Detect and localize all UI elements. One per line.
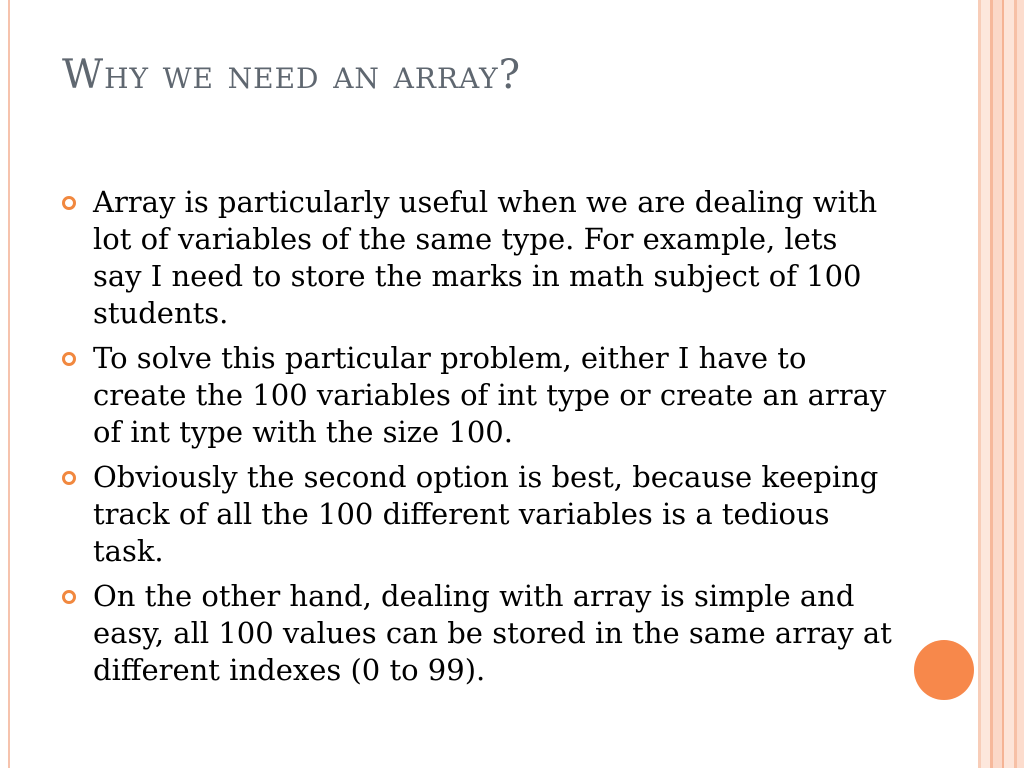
decorative-orange-circle [914,640,974,700]
circle-bullet-icon [62,590,76,604]
right-decorative-stripes [978,0,1024,768]
circle-bullet-icon [62,196,76,210]
bullet-text: Array is particularly useful when we are dealing with lot of variables of the same type. For example, lets say I need to store the marks in math subject of 100 students. [93,185,878,330]
bullet-item [62,578,892,689]
bullet-item [62,184,892,332]
stripe [1004,0,1014,768]
bullet-item [62,340,892,451]
stripe [1017,0,1024,768]
circle-bullet-icon [62,471,76,485]
left-border-line [8,0,10,768]
bullet-text: To solve this particular problem, either I have to create the 100 variables of int type or create an array of int type with the size 100. [93,341,887,449]
stripe [993,0,1002,768]
bullet-text: Obviously the second option is best, because keeping track of all the 100 different variables is a tedious task. [93,460,879,568]
bullet-text: On the other hand, dealing with array is simple and easy, all 100 values can be stored in the same array at different indexes (0 to 99). [93,579,892,687]
stripe [981,0,990,768]
circle-bullet-icon [62,352,76,366]
bullet-item [62,459,892,570]
bullet-list [62,184,892,697]
slide-title: Why we need an array? [62,52,522,98]
